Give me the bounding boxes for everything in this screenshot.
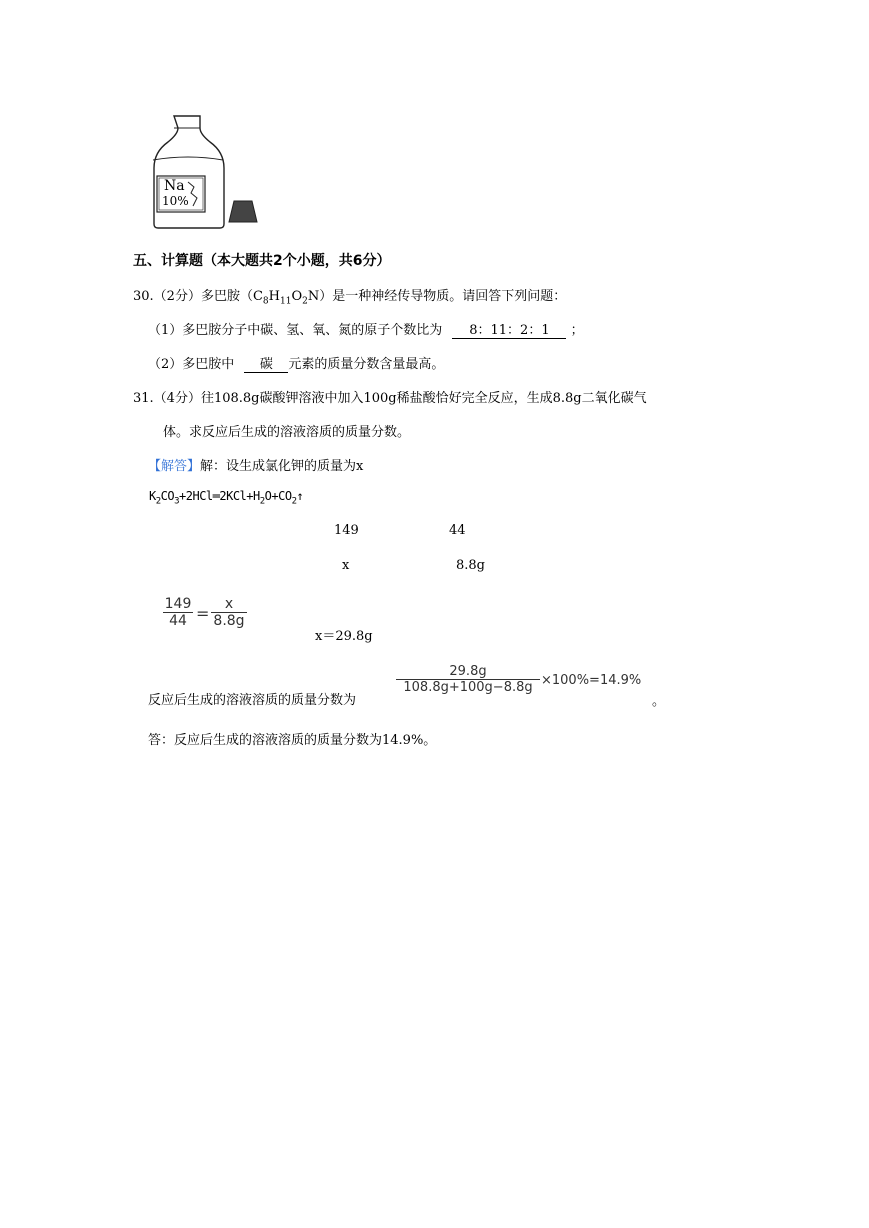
ratio-equals: = <box>196 604 210 623</box>
q30-part2-answer: 碳 <box>244 353 288 373</box>
ratio-fraction-right: x 8.8g <box>211 596 247 629</box>
bottle-label-na: Na <box>164 178 185 194</box>
solution-intro: 【解答】解：设生成氯化钾的质量为x <box>148 459 364 474</box>
unknown-x: x <box>342 558 350 573</box>
mass-fraction-end: 。 <box>652 694 666 709</box>
q30-part1-answer: 8：11：2：1 <box>452 319 566 339</box>
section-heading: 五、计算题（本大题共2个小题，共6分） <box>133 253 391 269</box>
co2-mass: 8.8g <box>456 558 485 573</box>
q30-part1-text: （1）多巴胺分子中碳、氢、氧、氮的原子个数比为 <box>148 323 443 338</box>
q30-part2: （2）多巴胺中 碳 元素的质量分数含量最高。 <box>148 353 444 373</box>
bottle-label-percent: 10% <box>162 194 189 208</box>
molar-mass-co2: 44 <box>449 523 466 538</box>
chemical-equation: $K_2CO_3+2HCl═2KCl+H_2O+CO_2↑$ <box>149 489 304 507</box>
reagent-bottle-figure <box>148 112 298 230</box>
ratio-fraction-left: 149 44 <box>164 596 192 629</box>
q31-stem-line2: 体。求反应后生成的溶液溶质的质量分数。 <box>163 425 411 440</box>
q30-stem: 30.（2分）多巴胺$(C_8H_{11}O_2N)$是一种神经传导物质。请回答下列问题： <box>133 289 567 307</box>
solution-tag: 【解答】 <box>148 459 201 474</box>
mass-fraction-formula: 29.8g 108.8g+100g−8.8g <box>396 664 540 695</box>
q31-stem-line1: 31.（4分）往108.8g碳酸钾溶液中加入100g稀盐酸恰好完全反应，生成8.8g二氧化碳气 <box>133 391 647 406</box>
x-result: x＝29.8g <box>315 629 373 644</box>
final-answer: 答：反应后生成的溶液溶质的质量分数为14.9%。 <box>148 733 437 748</box>
molar-mass-kcl: 149 <box>334 523 359 538</box>
mass-fraction-result: ×100%=14.9% <box>541 673 642 688</box>
q30-part1: （1）多巴胺分子中碳、氢、氧、氮的原子个数比为 8：11：2：1 ； <box>148 319 584 339</box>
bottle-illustration <box>148 112 298 230</box>
mass-fraction-text: 反应后生成的溶液溶质的质量分数为 <box>148 693 357 708</box>
q30-part2-text: （2）多巴胺中 <box>148 357 235 372</box>
